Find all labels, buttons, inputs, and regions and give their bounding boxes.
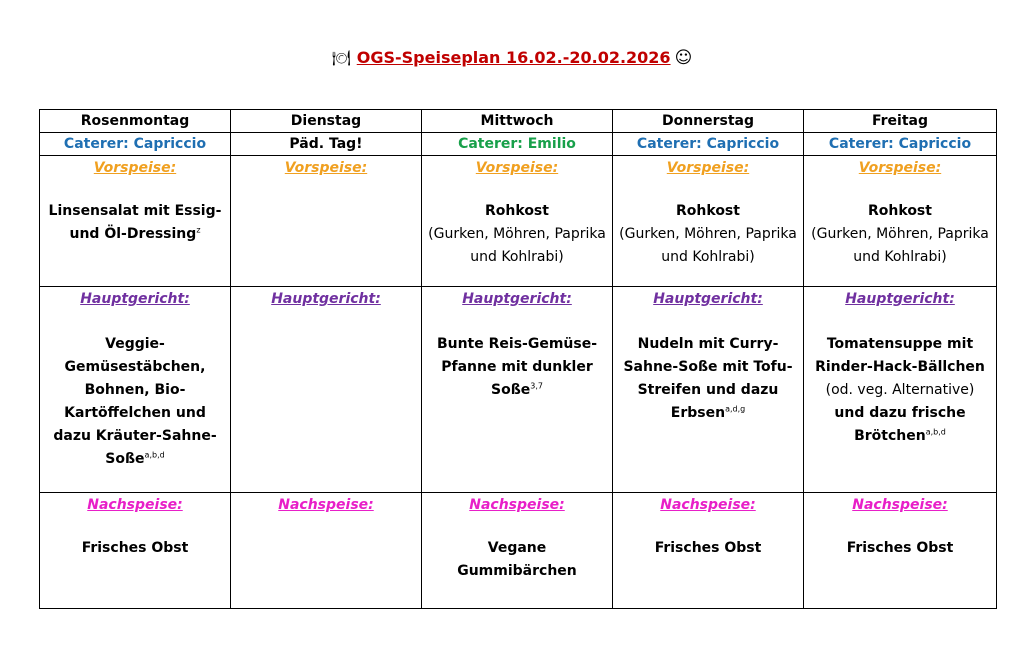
vorspeise-label: Vorspeise: bbox=[93, 160, 177, 176]
dish-name: Rohkost bbox=[868, 203, 932, 219]
hauptgericht-cell-friday bbox=[804, 287, 997, 493]
hauptgericht-dish bbox=[426, 333, 608, 402]
vorspeise-cell-thursday bbox=[613, 156, 804, 287]
hauptgericht-row bbox=[40, 287, 997, 493]
allergen-note: a,d,g bbox=[725, 404, 746, 414]
allergen-note: a,b,d bbox=[144, 450, 165, 460]
nachspeise-dish bbox=[617, 537, 799, 560]
dish-name: Rohkost bbox=[676, 203, 740, 219]
nachspeise-cell-monday bbox=[40, 493, 231, 609]
hauptgericht-cell-tuesday bbox=[231, 287, 422, 493]
dish-name: Vegane Gummibärchen bbox=[457, 540, 577, 579]
vorspeise-label: Vorspeise: bbox=[858, 160, 942, 176]
vorspeise-label: Vorspeise: bbox=[666, 160, 750, 176]
nachspeise-dish bbox=[44, 537, 226, 560]
nachspeise-row bbox=[40, 493, 997, 609]
smiley-icon: ☺ bbox=[674, 48, 693, 68]
day-tuesday: Dienstag bbox=[231, 110, 422, 133]
title-text: OGS-Speiseplan 16.02.-20.02.2026 bbox=[356, 48, 671, 67]
day-monday: Rosenmontag bbox=[40, 110, 231, 133]
nachspeise-cell-friday bbox=[804, 493, 997, 609]
caterer-thursday: Caterer: Capriccio bbox=[613, 133, 804, 156]
dish-detail: (Gurken, Möhren, Paprika und Kohlrabi) bbox=[619, 226, 797, 265]
allergen-note: 3,7 bbox=[530, 381, 543, 391]
nachspeise-cell-wednesday bbox=[422, 493, 613, 609]
vorspeise-cell-friday bbox=[804, 156, 997, 287]
nachspeise-dish bbox=[426, 537, 608, 583]
hauptgericht-label: Hauptgericht: bbox=[462, 291, 572, 307]
vorspeise-label: Vorspeise: bbox=[475, 160, 559, 176]
vorspeise-cell-monday bbox=[40, 156, 231, 287]
caterer-tuesday: Päd. Tag! bbox=[231, 133, 422, 156]
menu-table bbox=[39, 109, 997, 609]
vorspeise-dish bbox=[426, 200, 608, 269]
day-wednesday: Mittwoch bbox=[422, 110, 613, 133]
dish-name: Bunte Reis-Gemüse-Pfanne mit dunkler Soße bbox=[436, 336, 598, 398]
day-friday: Freitag bbox=[804, 110, 997, 133]
hauptgericht-cell-monday bbox=[40, 287, 231, 493]
vorspeise-dish bbox=[808, 200, 992, 269]
vorspeise-dish bbox=[617, 200, 799, 269]
hauptgericht-dish bbox=[44, 333, 226, 471]
dish-name: Frisches Obst bbox=[81, 540, 189, 556]
caterer-wednesday: Caterer: Emilio bbox=[422, 133, 613, 156]
vorspeise-dish bbox=[44, 200, 226, 246]
vorspeise-cell-tuesday bbox=[231, 156, 422, 287]
dish-name: Rohkost bbox=[485, 203, 549, 219]
dish-name: Linsensalat mit Essig-und Öl-Dressing bbox=[48, 203, 222, 242]
nachspeise-dish bbox=[808, 537, 992, 560]
dish-name: Frisches Obst bbox=[846, 540, 954, 556]
hauptgericht-dish bbox=[617, 333, 799, 425]
allergen-note: z bbox=[196, 225, 201, 235]
nachspeise-label: Nachspeise: bbox=[660, 497, 756, 513]
day-header-row bbox=[40, 110, 997, 133]
page-title bbox=[0, 46, 1024, 70]
dish-detail: (Gurken, Möhren, Paprika und Kohlrabi) bbox=[428, 226, 606, 265]
dish-detail: (Gurken, Möhren, Paprika und Kohlrabi) bbox=[811, 226, 989, 265]
hauptgericht-cell-wednesday bbox=[422, 287, 613, 493]
nachspeise-label: Nachspeise: bbox=[87, 497, 183, 513]
vorspeise-label: Vorspeise: bbox=[284, 160, 368, 176]
nachspeise-label: Nachspeise: bbox=[469, 497, 565, 513]
dish-detail: (od. veg. Alternative) bbox=[825, 382, 975, 398]
dish-name: Tomatensuppe mit Rinder-Hack-Bällchen bbox=[815, 336, 985, 375]
hauptgericht-label: Hauptgericht: bbox=[271, 291, 381, 307]
hauptgericht-label: Hauptgericht: bbox=[653, 291, 763, 307]
dish-name-continued: und dazu frische Brötchen bbox=[834, 405, 966, 444]
nachspeise-cell-thursday bbox=[613, 493, 804, 609]
hauptgericht-label: Hauptgericht: bbox=[80, 291, 190, 307]
caterer-row bbox=[40, 133, 997, 156]
caterer-monday: Caterer: Capriccio bbox=[40, 133, 231, 156]
vorspeise-row bbox=[40, 156, 997, 287]
dish-name: Veggie-Gemüsestäbchen, Bohnen, Bio-Kartöffelchen und dazu Kräuter-Sahne-Soße bbox=[53, 336, 217, 467]
nachspeise-cell-tuesday bbox=[231, 493, 422, 609]
hauptgericht-dish bbox=[808, 333, 992, 448]
dish-name: Frisches Obst bbox=[654, 540, 762, 556]
caterer-friday: Caterer: Capriccio bbox=[804, 133, 997, 156]
plate-cutlery-icon: 🍽 bbox=[331, 49, 351, 67]
allergen-note: a,b,d bbox=[925, 427, 946, 437]
hauptgericht-label: Hauptgericht: bbox=[845, 291, 955, 307]
nachspeise-label: Nachspeise: bbox=[278, 497, 374, 513]
dish-name: Nudeln mit Curry-Sahne-Soße mit Tofu-Streifen und dazu Erbsen bbox=[623, 336, 793, 421]
vorspeise-cell-wednesday bbox=[422, 156, 613, 287]
nachspeise-label: Nachspeise: bbox=[852, 497, 948, 513]
day-thursday: Donnerstag bbox=[613, 110, 804, 133]
hauptgericht-cell-thursday bbox=[613, 287, 804, 493]
